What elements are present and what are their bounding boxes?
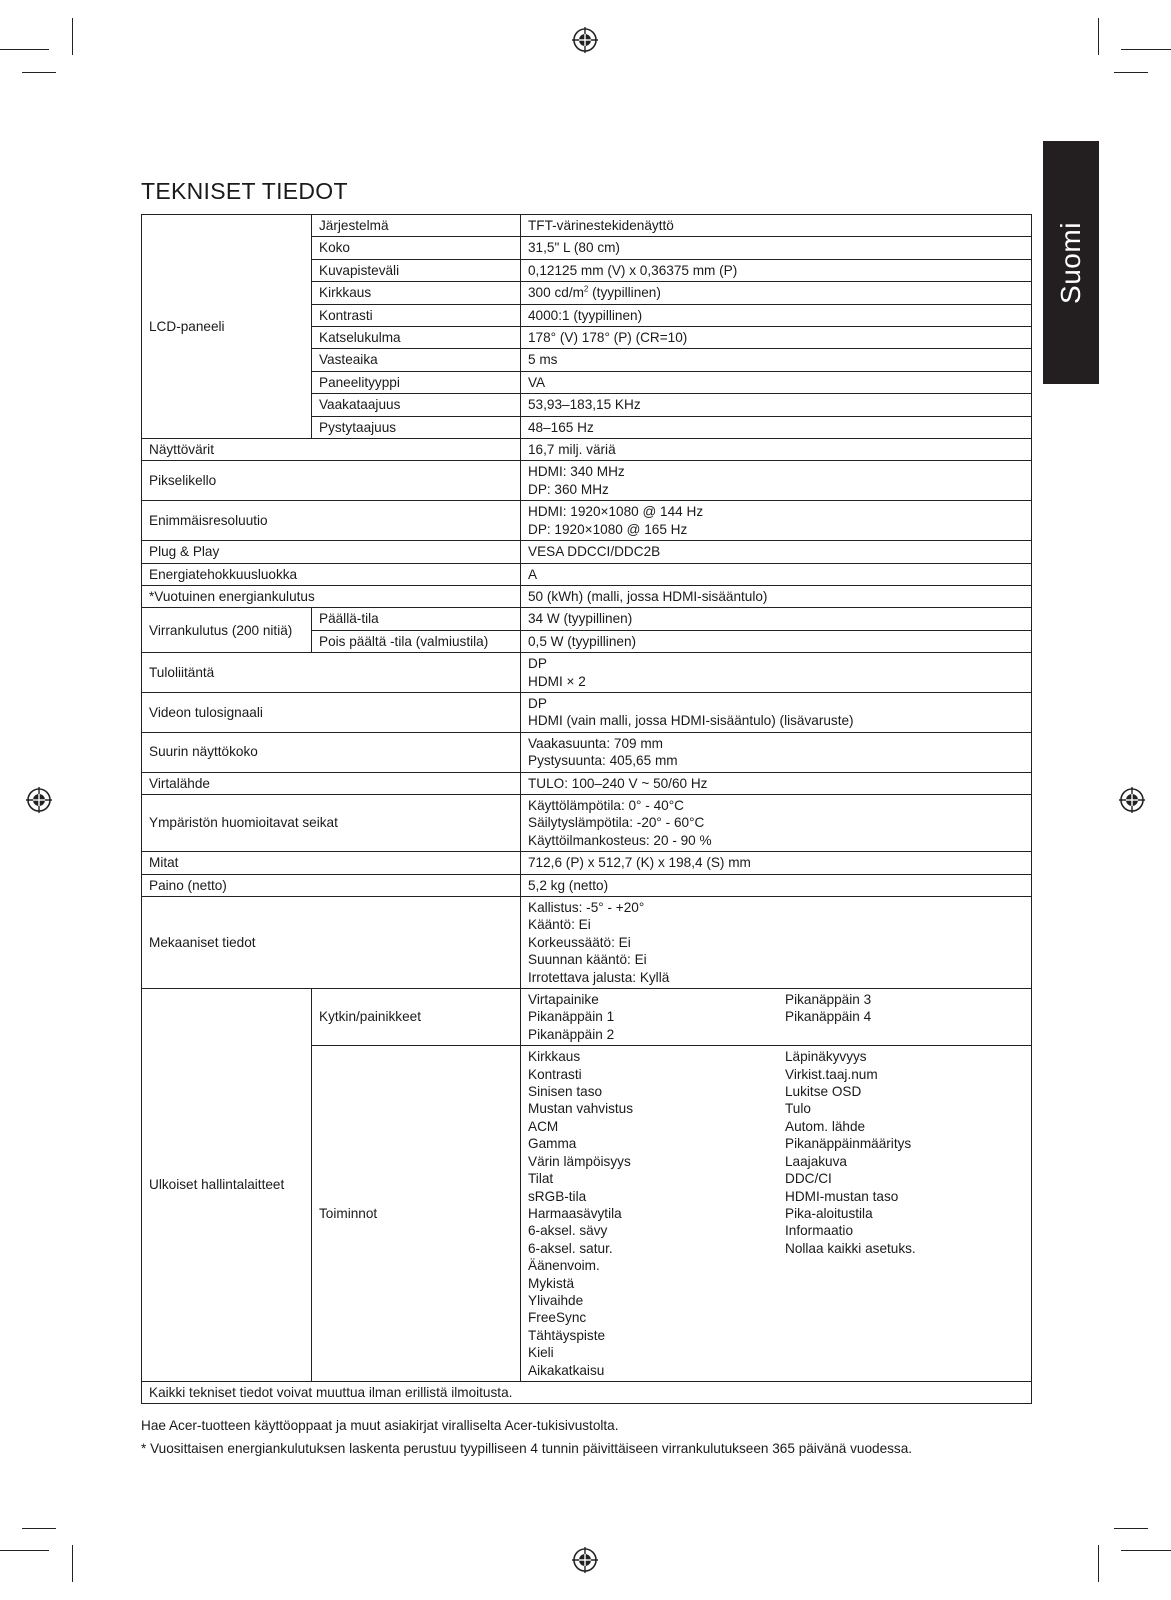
value-line: Kontrasti — [528, 1066, 582, 1082]
value-text: (tyypillinen) — [588, 285, 661, 301]
row-value — [521, 794, 1032, 851]
row-value — [521, 304, 1032, 326]
table-row — [142, 215, 1032, 237]
table-row — [142, 585, 1032, 607]
row-value — [521, 259, 1032, 281]
table-row — [142, 563, 1032, 585]
value-text: 4000:1 (tyypillinen) — [528, 307, 643, 323]
value-line: Pikanäppäin 4 — [785, 1009, 872, 1025]
crop-mark — [22, 72, 56, 73]
value-line: 712,6 (P) x 512,7 (K) x 198,4 (S) mm — [528, 855, 751, 871]
value-line: Kallistus: -5° - +20° — [528, 900, 645, 915]
sub-label: Pois päältä -tila (valmiustila) — [312, 630, 521, 652]
value-line: Käyttöilmankosteus: 20 - 90 % — [528, 832, 712, 848]
value-text: 48–165 Hz — [528, 419, 594, 435]
sub-label: Paneelityyppi — [312, 371, 521, 393]
table-footer-note: Kaikki tekniset tiedot voivat muuttua ilman erillistä ilmoitusta. — [142, 1381, 1032, 1403]
row-value — [521, 461, 1032, 501]
row-label: Mekaaniset tiedot — [142, 897, 521, 989]
value-text: 300 cd/m — [528, 285, 584, 301]
row-label: Ympäristön huomioitavat seikat — [142, 794, 521, 851]
row-value — [521, 692, 1032, 732]
row-label: *Vuotuinen energiankulutus — [142, 585, 521, 607]
sub-label: Pystytaajuus — [312, 416, 521, 438]
row-label: Plug & Play — [142, 541, 521, 563]
two-column-list — [528, 1048, 1023, 1379]
crop-mark — [1121, 49, 1171, 50]
spec-table — [141, 214, 1032, 1404]
table-row — [142, 989, 1032, 1046]
table-row — [142, 852, 1032, 874]
value-text: 0,12125 mm (V) x 0,36375 mm (P) — [528, 262, 738, 278]
value-line: Kirkkaus — [528, 1049, 581, 1065]
row-value — [521, 874, 1032, 896]
row-value — [521, 215, 1032, 237]
row-label: Virrankulutus (200 nitiä) — [142, 608, 312, 653]
crop-mark — [72, 18, 73, 55]
sub-label: Vasteaika — [312, 349, 521, 371]
sub-label: Päällä-tila — [312, 608, 521, 630]
registration-mark-icon — [26, 787, 52, 813]
value-line: Gamma — [528, 1136, 577, 1152]
crop-mark — [1114, 72, 1148, 73]
value-line: HDMI-mustan taso — [785, 1188, 899, 1204]
value-line: ACM — [528, 1118, 559, 1134]
crop-mark — [1121, 1550, 1171, 1551]
list-column — [528, 991, 785, 1043]
sub-label: Järjestelmä — [312, 215, 521, 237]
manuals-note: Hae Acer-tuotteen käyttöoppaat ja muut asiakirjat viralliselta Acer-tukisivustolta. — [141, 1418, 619, 1433]
value-line: DP — [528, 695, 547, 711]
sub-label: Kytkin/painikkeet — [312, 989, 521, 1046]
value-line: Pikanäppäin 1 — [528, 1009, 615, 1025]
row-value — [521, 501, 1032, 541]
row-label: Videon tulosignaali — [142, 692, 521, 732]
value-line: Korkeussäätö: Ei — [528, 934, 631, 950]
value-text: 53,93–183,15 KHz — [528, 397, 641, 413]
value-line: Autom. lähde — [785, 1118, 866, 1134]
crop-mark — [1114, 1528, 1148, 1529]
row-value — [521, 852, 1032, 874]
value-line: Pystysuunta: 405,65 mm — [528, 753, 678, 769]
table-row — [142, 794, 1032, 851]
row-value — [521, 897, 1032, 989]
row-value — [521, 439, 1032, 461]
page-title: TEKNISET TIEDOT — [141, 178, 348, 204]
row-value — [521, 989, 1032, 1046]
table-row — [142, 772, 1032, 794]
value-line: Irrotettava jalusta: Kyllä — [528, 969, 670, 985]
table-footer-row — [142, 1381, 1032, 1403]
row-label: Mitat — [142, 852, 521, 874]
row-value — [521, 585, 1032, 607]
value-line: Tähtäyspiste — [528, 1327, 606, 1343]
row-value: 0,5 W (tyypillinen) — [521, 630, 1032, 652]
table-row — [142, 541, 1032, 563]
row-value — [521, 772, 1032, 794]
sub-label: Katselukulma — [312, 327, 521, 349]
row-value — [521, 327, 1032, 349]
table-row — [142, 897, 1032, 989]
value-line: DP — [528, 656, 547, 672]
superscript: 2 — [583, 284, 589, 294]
row-value — [521, 349, 1032, 371]
registration-mark-icon — [1119, 787, 1145, 813]
table-row — [142, 501, 1032, 541]
registration-mark-icon — [572, 27, 598, 53]
value-text: 178° (V) 178° (P) (CR=10) — [528, 330, 688, 346]
value-line: Mykistä — [528, 1275, 575, 1291]
value-text: VA — [528, 374, 546, 390]
value-line: Laajakuva — [785, 1153, 847, 1169]
value-line: 16,7 milj. väriä — [528, 442, 616, 458]
value-text: 31,5" L (80 cm) — [528, 240, 620, 256]
crop-mark — [22, 1528, 56, 1529]
language-tab-label: Suomi — [1055, 221, 1086, 304]
row-value — [521, 541, 1032, 563]
sub-label: Toiminnot — [312, 1046, 521, 1382]
value-line: TULO: 100–240 V ~ 50/60 Hz — [528, 775, 708, 791]
list-column — [785, 1048, 916, 1379]
row-value: 34 W (tyypillinen) — [521, 608, 1032, 630]
value-line: DP: 1920×1080 @ 165 Hz — [528, 521, 688, 537]
value-line: HDMI: 340 MHz — [528, 464, 625, 480]
row-value — [521, 732, 1032, 772]
value-line: 50 (kWh) (malli, jossa HDMI-sisääntulo) — [528, 588, 768, 604]
value-line: Vaakasuunta: 709 mm — [528, 735, 664, 751]
value-line: DP: 360 MHz — [528, 481, 609, 497]
value-line: Mustan vahvistus — [528, 1101, 634, 1117]
list-column — [528, 1048, 785, 1379]
row-value — [521, 371, 1032, 393]
value-line: Tulo — [785, 1101, 811, 1117]
value-line: Pikanäppäinmääritys — [785, 1136, 912, 1152]
value-line: 6-aksel. satur. — [528, 1240, 613, 1256]
table-row — [142, 439, 1032, 461]
row-label: Tuloliitäntä — [142, 653, 521, 693]
row-label: Pikselikello — [142, 461, 521, 501]
value-line: Aikakatkaisu — [528, 1362, 605, 1378]
value-line: 6-aksel. sävy — [528, 1223, 608, 1239]
row-value — [521, 563, 1032, 585]
list-column — [785, 991, 871, 1043]
row-label: Näyttövärit — [142, 439, 521, 461]
energy-footnote: * Vuosittaisen energiankulutuksen laskenta perustuu tyypilliseen 4 tunnin päivittäiseen virrankulutukseen 365 päivänä vuodessa. — [141, 1441, 913, 1456]
value-line: Kieli — [528, 1345, 554, 1361]
spec-table-body — [142, 215, 1032, 1404]
row-label: Ulkoiset hallintalaitteet — [142, 989, 312, 1382]
value-line: Ylivaihde — [528, 1292, 584, 1308]
value-line: 5,2 kg (netto) — [528, 877, 609, 893]
table-row — [142, 874, 1032, 896]
value-line: DDC/CI — [785, 1171, 832, 1187]
row-label: Virtalähde — [142, 772, 521, 794]
sub-label: Kirkkaus — [312, 282, 521, 304]
row-value — [521, 416, 1032, 438]
row-value — [521, 237, 1032, 259]
value-line: Suunnan kääntö: Ei — [528, 952, 647, 968]
table-row — [142, 461, 1032, 501]
sub-label: Kontrasti — [312, 304, 521, 326]
value-line: Nollaa kaikki asetuks. — [785, 1240, 916, 1256]
crop-mark — [0, 49, 49, 50]
row-value — [521, 1046, 1032, 1382]
value-line: Läpinäkyvyys — [785, 1049, 867, 1065]
value-line: Äänenvoim. — [528, 1258, 600, 1274]
row-value — [521, 394, 1032, 416]
value-line: HDMI: 1920×1080 @ 144 Hz — [528, 504, 704, 520]
value-line: Harmaasävytila — [528, 1205, 622, 1221]
value-line: Säilytyslämpötila: -20° - 60°C — [528, 815, 705, 831]
crop-mark — [1098, 1545, 1099, 1582]
language-tab — [1043, 141, 1099, 384]
crop-mark — [0, 1550, 49, 1551]
value-line: Tilat — [528, 1171, 554, 1187]
value-line: Sinisen taso — [528, 1084, 603, 1100]
row-value — [521, 282, 1032, 304]
row-label: Paino (netto) — [142, 874, 521, 896]
value-line: sRGB-tila — [528, 1188, 587, 1204]
table-row — [142, 608, 1032, 630]
value-line: FreeSync — [528, 1310, 587, 1326]
sub-label: Vaakataajuus — [312, 394, 521, 416]
two-column-list — [528, 991, 1023, 1043]
row-label: Energiatehokkuusluokka — [142, 563, 521, 585]
crop-mark — [72, 1545, 73, 1582]
row-label: Enimmäisresoluutio — [142, 501, 521, 541]
sub-label: Koko — [312, 237, 521, 259]
value-line: Lukitse OSD — [785, 1084, 862, 1100]
row-label: Suurin näyttökoko — [142, 732, 521, 772]
value-line: HDMI × 2 — [528, 673, 586, 689]
table-row — [142, 653, 1032, 693]
value-line: Käyttölämpötila: 0° - 40°C — [528, 797, 684, 813]
registration-mark-icon — [572, 1547, 598, 1573]
crop-mark — [1098, 18, 1099, 55]
table-row — [142, 692, 1032, 732]
row-label: LCD-paneeli — [142, 215, 312, 439]
value-line: HDMI (vain malli, jossa HDMI-sisääntulo) (lisävaruste) — [528, 713, 854, 729]
row-value — [521, 653, 1032, 693]
value-line: Informaatio — [785, 1223, 854, 1239]
value-text: 5 ms — [528, 352, 558, 368]
value-text: TFT-värinestekidenäyttö — [528, 218, 674, 233]
value-line: Pikanäppäin 3 — [785, 992, 872, 1008]
sub-label: Kuvapisteväli — [312, 259, 521, 281]
value-line: Pika-aloitustila — [785, 1205, 873, 1221]
value-line: VESA DDCCI/DDC2B — [528, 544, 661, 560]
value-line: Virkist.taaj.num — [785, 1066, 878, 1082]
value-line: A — [528, 566, 538, 582]
value-line: Virtapainike — [528, 992, 599, 1008]
value-line: Pikanäppäin 2 — [528, 1026, 615, 1042]
value-line: Kääntö: Ei — [528, 917, 591, 933]
table-row — [142, 732, 1032, 772]
value-line: Värin lämpöisyys — [528, 1153, 631, 1169]
